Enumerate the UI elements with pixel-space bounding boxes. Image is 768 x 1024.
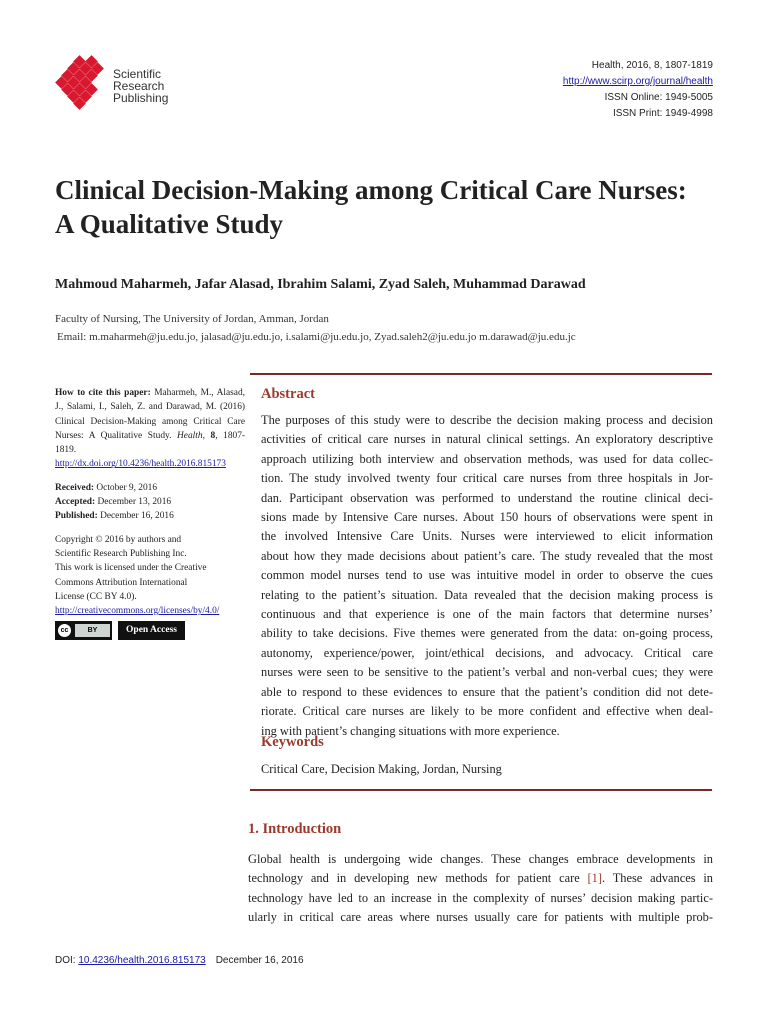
copyright-line-5: License (CC BY 4.0). — [55, 591, 137, 602]
intro-line-2 — [248, 869, 713, 888]
by-icon: BY — [75, 624, 110, 637]
publisher-name — [113, 68, 223, 104]
abstract-line: continuous and that experience is one of the main factors that determine nurses’ — [261, 607, 713, 622]
abstract-line: the involved Intensive Care Units. Nurses were interviewed to elicit information — [261, 529, 713, 544]
abstract-line: sions made by Intensive Care nurses. About 150 hours of observations were spent in — [261, 510, 713, 525]
published-row — [55, 509, 245, 523]
published-date: December 16, 2016 — [100, 511, 174, 522]
journal-url-link[interactable]: http://www.scirp.org/journal/health — [562, 76, 713, 87]
intro-line-3: technology have led to an increase in the complexity of nurses’ decision making partic- — [248, 890, 713, 905]
accepted-label: Accepted: — [55, 497, 96, 508]
cite-volume: 8 — [210, 430, 216, 441]
abstract-line: ability to take decisions. Five themes were generated from the data: on-going process, — [261, 626, 713, 641]
cite-doi-link[interactable]: http://dx.doi.org/10.4236/health.2016.815173 — [55, 459, 226, 470]
received-label: Received: — [55, 482, 95, 493]
keywords-text: Critical Care, Decision Making, Jordan, Nursing — [261, 762, 502, 776]
keywords-bottom-rule — [250, 789, 712, 791]
cite-journal: Health — [177, 430, 203, 441]
publisher-name-line3: Publishing — [113, 91, 169, 105]
open-access-badge[interactable]: Open Access — [118, 621, 185, 640]
author-emails: Email: m.maharmeh@ju.edu.jo, jalasad@ju.edu.jo, i.salami@ju.edu.jo, Zyad.saleh2@ju.edu.jo m.darawad@ju.edu.jc — [57, 331, 576, 343]
copyright-line-4: Commons Attribution International — [55, 577, 188, 588]
abstract-line: autonomy, experience/power, joint/ethical decisions, and advocacy. Critical care — [261, 645, 713, 660]
doi-label: DOI: — [55, 955, 79, 966]
keywords-heading: Keywords — [261, 734, 324, 750]
abstract-line: nurses were seen to be sensitive to the patient’s verbal and non-verbal cues; they were — [261, 665, 713, 680]
copyright-block — [55, 533, 245, 619]
abstract-line: riorate. Critical care nurses are likely to be more confident and effective when deal- — [261, 704, 713, 719]
abstract-line: able to respond to these evidences to ensure that the patient’s condition did not dete- — [261, 684, 713, 699]
citation-block: How to cite this paper: Maharmeh, M., Alasad, J., Salami, I., Saleh, Z. and Darawad, M. (2016) Clinical Decision-Making among Critical Care Nurses: A Qualitative Study. Health, 8, 1807-1819. http://dx.doi.org/10.4236/health.2016.815173 — [55, 386, 245, 472]
abstract-top-rule — [250, 373, 712, 375]
cc-icon: cc — [58, 624, 71, 637]
cc-by-badge[interactable] — [55, 621, 112, 640]
journal-citation: Health, 2016, 8, 1807-1819 — [591, 60, 713, 71]
introduction-body — [248, 850, 713, 928]
cite-text: Maharmeh, M., Alasad, J., Salami, I., Saleh, Z. and Darawad, M. (2016) Clinical Decision-Making among Critical Care Nurses: A Qualitative Study. — [55, 388, 245, 441]
affiliation-block — [55, 310, 715, 346]
received-date: October 9, 2016 — [96, 482, 158, 493]
intro-line-2a: technology and in developing new methods for patient care — [248, 871, 588, 886]
footer-doi-link[interactable]: 10.4236/health.2016.815173 — [78, 955, 206, 966]
abstract-line: relating to the patient’s situation. Data revealed that the decision making process is — [261, 587, 713, 602]
issn-print: ISSN Print: 1949-4998 — [612, 108, 713, 119]
intro-line-1: Global health is undergoing wide changes. These changes embrace developments in — [248, 852, 713, 866]
accepted-row — [55, 495, 245, 509]
footer-date: December 16, 2016 — [215, 955, 304, 966]
abstract-line: dan. Participant observation was performed to understand the routine clinical deci- — [261, 490, 713, 505]
cite-pages: , 1807-1819. — [55, 430, 245, 456]
abstract-line: approach utilizing both interview and observation methods, was used for data collec- — [261, 451, 713, 466]
introduction-heading: 1. Introduction — [248, 821, 342, 837]
abstract-body — [261, 411, 713, 741]
copyright-line-2: Scientific Research Publishing Inc. — [55, 548, 187, 559]
page-footer — [55, 955, 715, 966]
published-label: Published: — [55, 511, 98, 522]
abstract-line: activities of critical care nurses in natural clinical settings. An exploratory descriptive — [261, 432, 713, 447]
license-url-link[interactable]: http://creativecommons.org/licenses/by/4.0/ — [55, 606, 220, 617]
issn-online: ISSN Online: 1949-5005 — [604, 92, 713, 103]
abstract-line: ing with patient’s changing situations with more experience. — [261, 723, 560, 738]
article-title: Clinical Decision-Making among Critical Care Nurses: A Qualitative Study — [55, 175, 687, 239]
cite-label: How to cite this paper: — [55, 388, 151, 398]
journal-info — [473, 58, 713, 122]
received-row — [55, 481, 245, 495]
intro-line-2b: . These advances in — [602, 871, 713, 886]
affiliation: Faculty of Nursing, The University of Jordan, Amman, Jordan — [55, 313, 329, 325]
publisher-name-line1: Scientific — [113, 67, 162, 81]
license-badges — [55, 621, 245, 640]
publisher-name-line2: Research — [113, 79, 165, 93]
copyright-line-1: Copyright © 2016 by authors and — [55, 534, 182, 545]
article-authors: Mahmoud Maharmeh, Jafar Alasad, Ibrahim Salami, Zyad Saleh, Muhammad Darawad — [55, 277, 586, 292]
abstract-line: about how they made decisions about patient’s care. The study revealed that the most — [261, 548, 713, 563]
intro-line-4: ularly in critical care areas where nurses usually care for patients with multiple prob- — [248, 910, 713, 925]
dates-block — [55, 481, 245, 524]
reference-link-1[interactable]: [1] — [587, 871, 602, 886]
abstract-heading: Abstract — [261, 386, 315, 402]
article-sidebar — [55, 386, 245, 640]
accepted-date: December 13, 2016 — [97, 497, 172, 508]
copyright-line-3: This work is licensed under the Creative — [55, 563, 207, 574]
abstract-line: tion. The study involved twenty four critical care nurses from three hospitals in Jor- — [261, 471, 713, 486]
abstract-line: The purposes of this study were to describe the decision making process and decision — [261, 413, 713, 427]
publisher-logo-icon — [55, 55, 115, 115]
abstract-line: common model nurses tend to use was intuitive model in order to observe the cues — [261, 568, 713, 583]
